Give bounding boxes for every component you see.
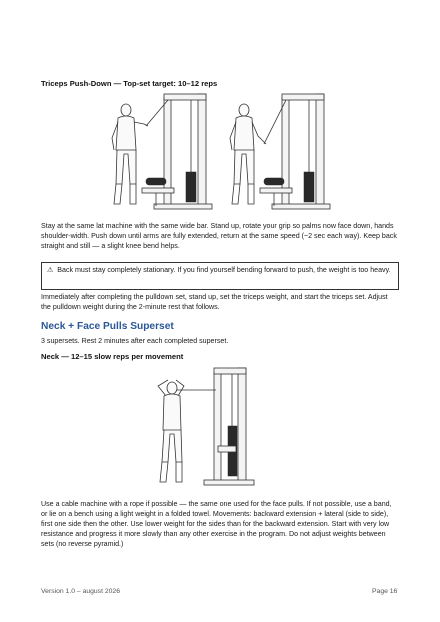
triceps-heading: Triceps Push-Down — Top-set target: 10–12 reps — [41, 79, 218, 88]
triceps-pushdown-illustration — [106, 92, 336, 216]
neck-heading: Neck — 12–15 slow reps per movement — [41, 352, 184, 361]
warning-triangle-icon: ⚠ — [47, 267, 54, 274]
footer-version: Version 1.0 – august 2026 — [41, 588, 120, 595]
neck-description: Use a cable machine with a rope if possible — the same one used for the face pulls. If not possible, use a band, or lie on a bench using a light weight in a folded towel. Movements: backward extension + lateral (side to side), first one side then the other. Use lower weight for the sides than for the backward extension. Start with very low resistance and progress it more slowly than any other exercise in the program. Do not adjust weights between sets (no reverse pyramid.) — [41, 500, 392, 548]
neck-cable-illustration — [146, 366, 258, 490]
warning-text: Back must stay completely stationary. If you find yourself bending forward to push, the weight is too heavy. — [57, 266, 391, 274]
person-figure-3 — [158, 380, 184, 482]
cable-machine-1 — [142, 94, 212, 209]
cable-machine-2 — [260, 94, 330, 209]
footer-page-number: Page 16 — [372, 588, 398, 595]
warning-box — [41, 262, 399, 290]
superset-title: Neck + Face Pulls Superset — [41, 321, 174, 332]
superset-intro: 3 supersets. Rest 2 minutes after each completed superset. — [41, 337, 229, 345]
cable-machine-3 — [176, 368, 254, 485]
triceps-followup: Immediately after completing the pulldown set, stand up, set the triceps weight, and start the triceps set. Adjust the pulldown weight during the 2-minute rest that follows. — [41, 293, 388, 311]
triceps-description: Stay at the same lat machine with the same wide bar. Stand up, rotate your grip so palms now face down, hands shoulder-width. Push down until arms are fully extended, return at the same speed (~2 sec each way). Keep back straight and still — a slight knee bend helps. — [41, 222, 397, 250]
